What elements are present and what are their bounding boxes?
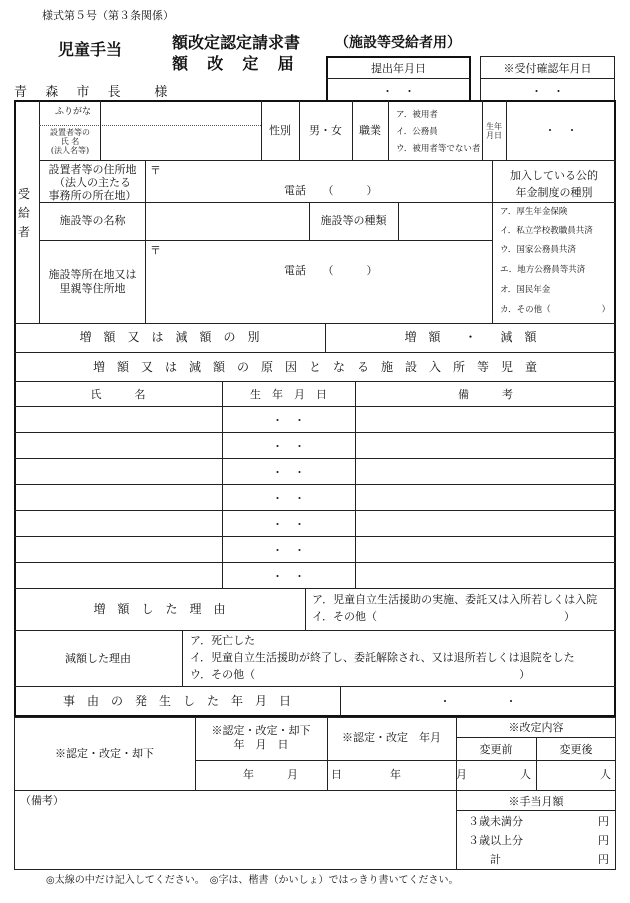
- pension-option-national[interactable]: ウ．国家公務員共済: [500, 245, 576, 255]
- sex-options[interactable]: 男・女: [309, 124, 342, 137]
- program-name: 児童手当: [58, 40, 123, 59]
- footer-note: ◎太線の中だけ記入してください。 ◎字は、楷書（かいしょ）ではっきり書いてください。: [46, 875, 459, 886]
- form-number: 様式第５号（第３条関係）: [42, 9, 174, 22]
- child-row-3[interactable]: [14, 459, 616, 484]
- pension-option-other[interactable]: カ．その他（ ）: [500, 305, 611, 315]
- child-row-5-birth: ・ ・: [272, 518, 305, 531]
- child-row-1-birth: ・ ・: [272, 414, 305, 427]
- increase-reason-label: 増 額 し た 理 由: [93, 602, 226, 616]
- pension-option-private-school[interactable]: イ．私立学校教職員共済: [500, 226, 593, 236]
- facility-address-field[interactable]: [165, 243, 485, 263]
- under3-unit: 円: [598, 815, 609, 828]
- child-row-7-birth: ・ ・: [272, 570, 305, 583]
- child-row-5[interactable]: [14, 511, 616, 536]
- submission-date-label: 提出年月日: [371, 62, 426, 75]
- facility-name-label: 施設等の名称: [59, 214, 126, 227]
- addressee: 青 森 市 長 様: [14, 85, 171, 100]
- over3-unit: 円: [598, 834, 609, 847]
- revision-month-label: ※認定・改定 年月: [342, 731, 441, 744]
- facility-type-field[interactable]: [400, 204, 490, 238]
- child-row-1[interactable]: [14, 407, 616, 432]
- occupation-option-employee[interactable]: ア．被用者: [396, 110, 438, 120]
- pension-option-employee[interactable]: ア．厚生年金保険: [500, 207, 568, 217]
- increase-reason-option-a[interactable]: ア．児童自立生活援助の実施、委託又は入所若しくは入院: [312, 593, 598, 606]
- facility-type-label: 施設等の種類: [320, 214, 387, 227]
- child-row-7[interactable]: [14, 563, 616, 588]
- change-type-options[interactable]: 増 額 ・ 減 額: [404, 330, 537, 344]
- facility-phone-label: 電話 （ ）: [284, 264, 378, 277]
- over3-label: ３歳以上分: [468, 834, 523, 847]
- decrease-reason-label: 減額した理由: [65, 652, 131, 665]
- child-row-4-birth: ・ ・: [272, 492, 305, 505]
- form-title-notice: 額 改 定 届: [172, 54, 296, 73]
- sex-label: 性別: [269, 124, 291, 137]
- name-field[interactable]: [102, 127, 260, 159]
- facility-name-field[interactable]: [147, 204, 307, 238]
- revision-month-value: 年 月: [390, 768, 467, 781]
- before-label: 変更前: [479, 743, 513, 756]
- event-date-label: 事 由 の 発 生 し た 年 月 日: [62, 694, 291, 708]
- child-row-4[interactable]: [14, 485, 616, 510]
- before-unit: 人: [520, 768, 531, 781]
- monthly-amount-label: ※手当月額: [508, 795, 564, 808]
- child-row-2[interactable]: [14, 433, 616, 458]
- address-postal-mark: 〒: [150, 164, 161, 177]
- recipient-section-label: 受給者: [18, 187, 31, 240]
- birth-label: 生年月日: [486, 122, 502, 141]
- decrease-reason-option-other[interactable]: ウ．その他（ ）: [190, 668, 531, 681]
- child-row-3-birth: ・ ・: [272, 466, 305, 479]
- child-row-6-birth: ・ ・: [272, 544, 305, 557]
- increase-reason-option-other[interactable]: イ．その他（ ）: [312, 610, 576, 623]
- total-unit: 円: [598, 853, 609, 866]
- after-unit: 人: [600, 768, 611, 781]
- change-type-label: 増 額 又 は 減 額 の 別: [79, 330, 260, 344]
- column-child-name: 氏 名: [90, 388, 146, 401]
- revision-content-label: ※改定内容: [508, 721, 564, 734]
- remarks-label: （備考）: [20, 794, 64, 807]
- column-child-notes: 備 考: [458, 388, 513, 401]
- facility-postal-mark: 〒: [150, 244, 161, 257]
- change-cause-label: 増 額 又 は 減 額 の 原 因 と な る 施 設 入 所 等 児 童: [92, 360, 537, 374]
- child-row-6[interactable]: [14, 537, 616, 562]
- decision-date-value: 年 月 日: [243, 768, 342, 781]
- under3-label: ３歳未満分: [468, 815, 523, 828]
- total-label: 計: [490, 853, 501, 866]
- decision-date-label: ※認定・改定・却下 年 月 日: [211, 724, 311, 752]
- address-label: 設置者等の住所地 （法人の主たる 事務所の所在地）: [48, 163, 137, 203]
- occupation-label: 職業: [359, 124, 381, 137]
- pension-option-national-pension[interactable]: オ．国民年金: [500, 285, 551, 295]
- pension-header: 加入している公的 年金制度の種別: [510, 169, 598, 199]
- after-label: 変更後: [559, 743, 593, 756]
- receipt-date-value: ・ ・: [531, 85, 564, 98]
- occupation-option-civil-servant[interactable]: イ．公務員: [396, 127, 438, 137]
- decrease-reason-option-ended[interactable]: イ．児童自立生活援助が終了し、委託解除され、又は退所若しくは退院をした: [190, 651, 575, 664]
- form-title-note: （施設等受給者用）: [335, 35, 461, 51]
- decision-label: ※認定・改定・却下: [55, 747, 154, 760]
- receipt-date-label: ※受付確認年月日: [503, 62, 592, 75]
- decrease-reason-option-death[interactable]: ア．死亡した: [190, 634, 256, 647]
- child-row-2-birth: ・ ・: [272, 440, 305, 453]
- furigana-label: ふりがな: [55, 107, 92, 117]
- form-title-request: 額改定認定請求書: [172, 33, 301, 52]
- pension-option-local[interactable]: エ．地方公務員等共済: [500, 265, 586, 275]
- event-date-value[interactable]: ・ ・: [439, 695, 517, 708]
- column-child-birth: 生 年 月 日: [250, 388, 327, 401]
- facility-address-label: 施設等所在地又は 里親等住所地: [48, 268, 137, 295]
- address-phone-label: 電話 （ ）: [284, 184, 378, 197]
- submission-date-value: ・ ・: [382, 85, 415, 98]
- address-field[interactable]: [165, 163, 485, 183]
- occupation-option-other[interactable]: ウ．被用者等でない者: [396, 144, 481, 154]
- birth-value[interactable]: ・ ・: [544, 124, 578, 137]
- name-label: 設置者等の 氏 名 (法人名等): [50, 128, 90, 156]
